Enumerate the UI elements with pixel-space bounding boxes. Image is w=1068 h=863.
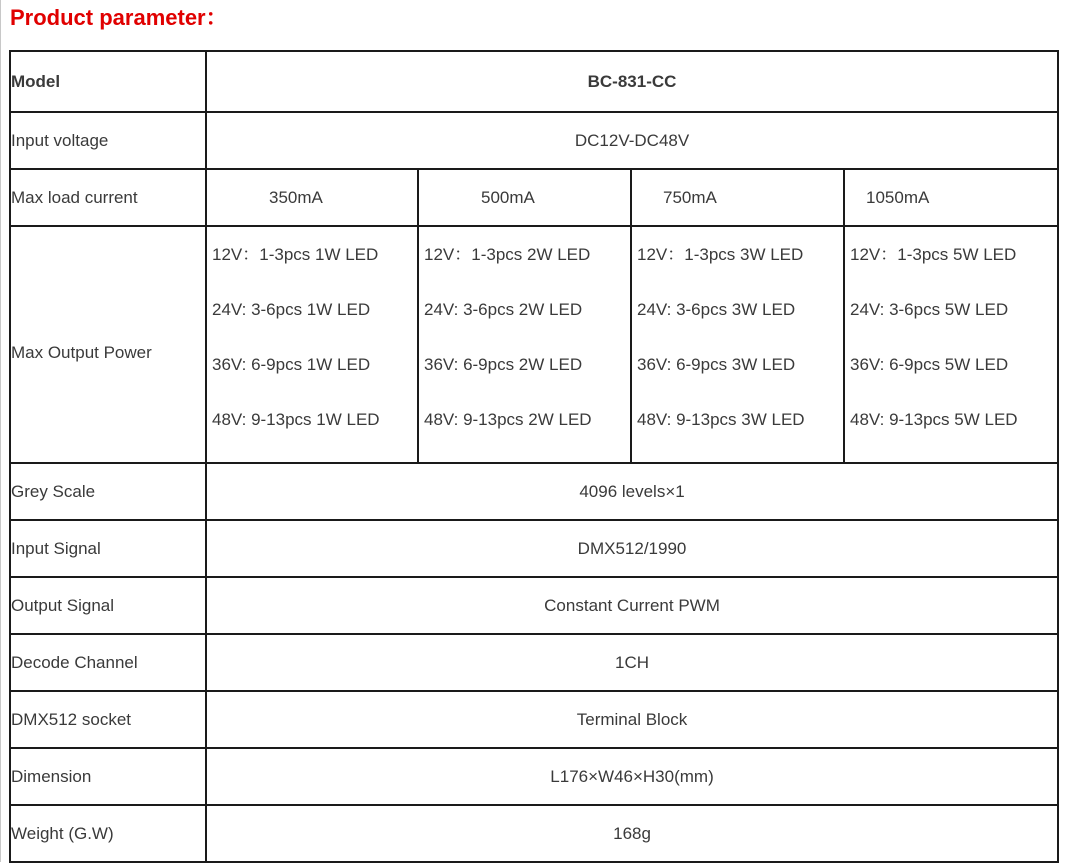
max-output-power-5w (844, 226, 1058, 463)
table-row-input-signal (10, 520, 1058, 577)
power-line: 48V: 9-13pcs 2W LED (424, 410, 592, 429)
max-load-current-1050: 1050mA (844, 169, 1058, 226)
power-line: 36V: 6-9pcs 2W LED (424, 355, 583, 374)
power-line: 24V: 3-6pcs 5W LED (850, 300, 1009, 319)
table-row-dimension (10, 748, 1058, 805)
power-line: 48V: 9-13pcs 3W LED (637, 410, 805, 429)
table-row-input-voltage (10, 112, 1058, 169)
power-line: 36V: 6-9pcs 1W LED (212, 355, 371, 374)
power-line: 24V: 3-6pcs 3W LED (637, 300, 796, 319)
weight-label: Weight (G.W) (10, 805, 206, 862)
weight-value: 168g (206, 805, 1058, 862)
power-line: 12V：1-3pcs 5W LED (850, 245, 1017, 264)
dimension-value: L176×W46×H30(mm) (206, 748, 1058, 805)
power-line: 12V：1-3pcs 3W LED (637, 245, 804, 264)
input-signal-label: Input Signal (10, 520, 206, 577)
max-load-current-350: 350mA (206, 169, 418, 226)
grey-scale-value: 4096 levels×1 (206, 463, 1058, 520)
section-heading: Product parameter： (10, 5, 228, 30)
power-line: 24V: 3-6pcs 2W LED (424, 300, 583, 319)
power-line: 12V：1-3pcs 2W LED (424, 245, 591, 264)
power-line: 36V: 6-9pcs 3W LED (637, 355, 796, 374)
dmx512-socket-value: Terminal Block (206, 691, 1058, 748)
decode-channel-label: Decode Channel (10, 634, 206, 691)
page-left-border (0, 0, 1, 862)
table-row-max-output-power (10, 226, 1058, 463)
decode-channel-value: 1CH (206, 634, 1058, 691)
dmx512-socket-label: DMX512 socket (10, 691, 206, 748)
grey-scale-label: Grey Scale (10, 463, 206, 520)
table-row-decode-channel (10, 634, 1058, 691)
table-row-dmx512-socket (10, 691, 1058, 748)
product-parameter-table (9, 50, 1059, 863)
max-load-current-500: 500mA (418, 169, 631, 226)
power-line: 24V: 3-6pcs 1W LED (212, 300, 371, 319)
max-output-power-3w (631, 226, 844, 463)
dimension-label: Dimension (10, 748, 206, 805)
power-line: 48V: 9-13pcs 1W LED (212, 410, 380, 429)
max-load-current-750: 750mA (631, 169, 844, 226)
table-row-output-signal (10, 577, 1058, 634)
output-signal-label: Output Signal (10, 577, 206, 634)
max-load-current-label: Max load current (10, 169, 206, 226)
power-line: 12V：1-3pcs 1W LED (212, 245, 379, 264)
power-line: 48V: 9-13pcs 5W LED (850, 410, 1018, 429)
input-voltage-value: DC12V-DC48V (206, 112, 1058, 169)
model-value: BC-831-CC (206, 51, 1058, 112)
table-row-weight (10, 805, 1058, 862)
input-signal-value: DMX512/1990 (206, 520, 1058, 577)
table-row-grey-scale (10, 463, 1058, 520)
table-row-model (10, 51, 1058, 112)
power-line: 36V: 6-9pcs 5W LED (850, 355, 1009, 374)
output-signal-value: Constant Current PWM (206, 577, 1058, 634)
input-voltage-label: Input voltage (10, 112, 206, 169)
table-row-max-load-current (10, 169, 1058, 226)
max-output-power-2w (418, 226, 631, 463)
model-label: Model (10, 51, 206, 112)
max-output-power-1w (206, 226, 418, 463)
max-output-power-label: Max Output Power (10, 226, 206, 463)
